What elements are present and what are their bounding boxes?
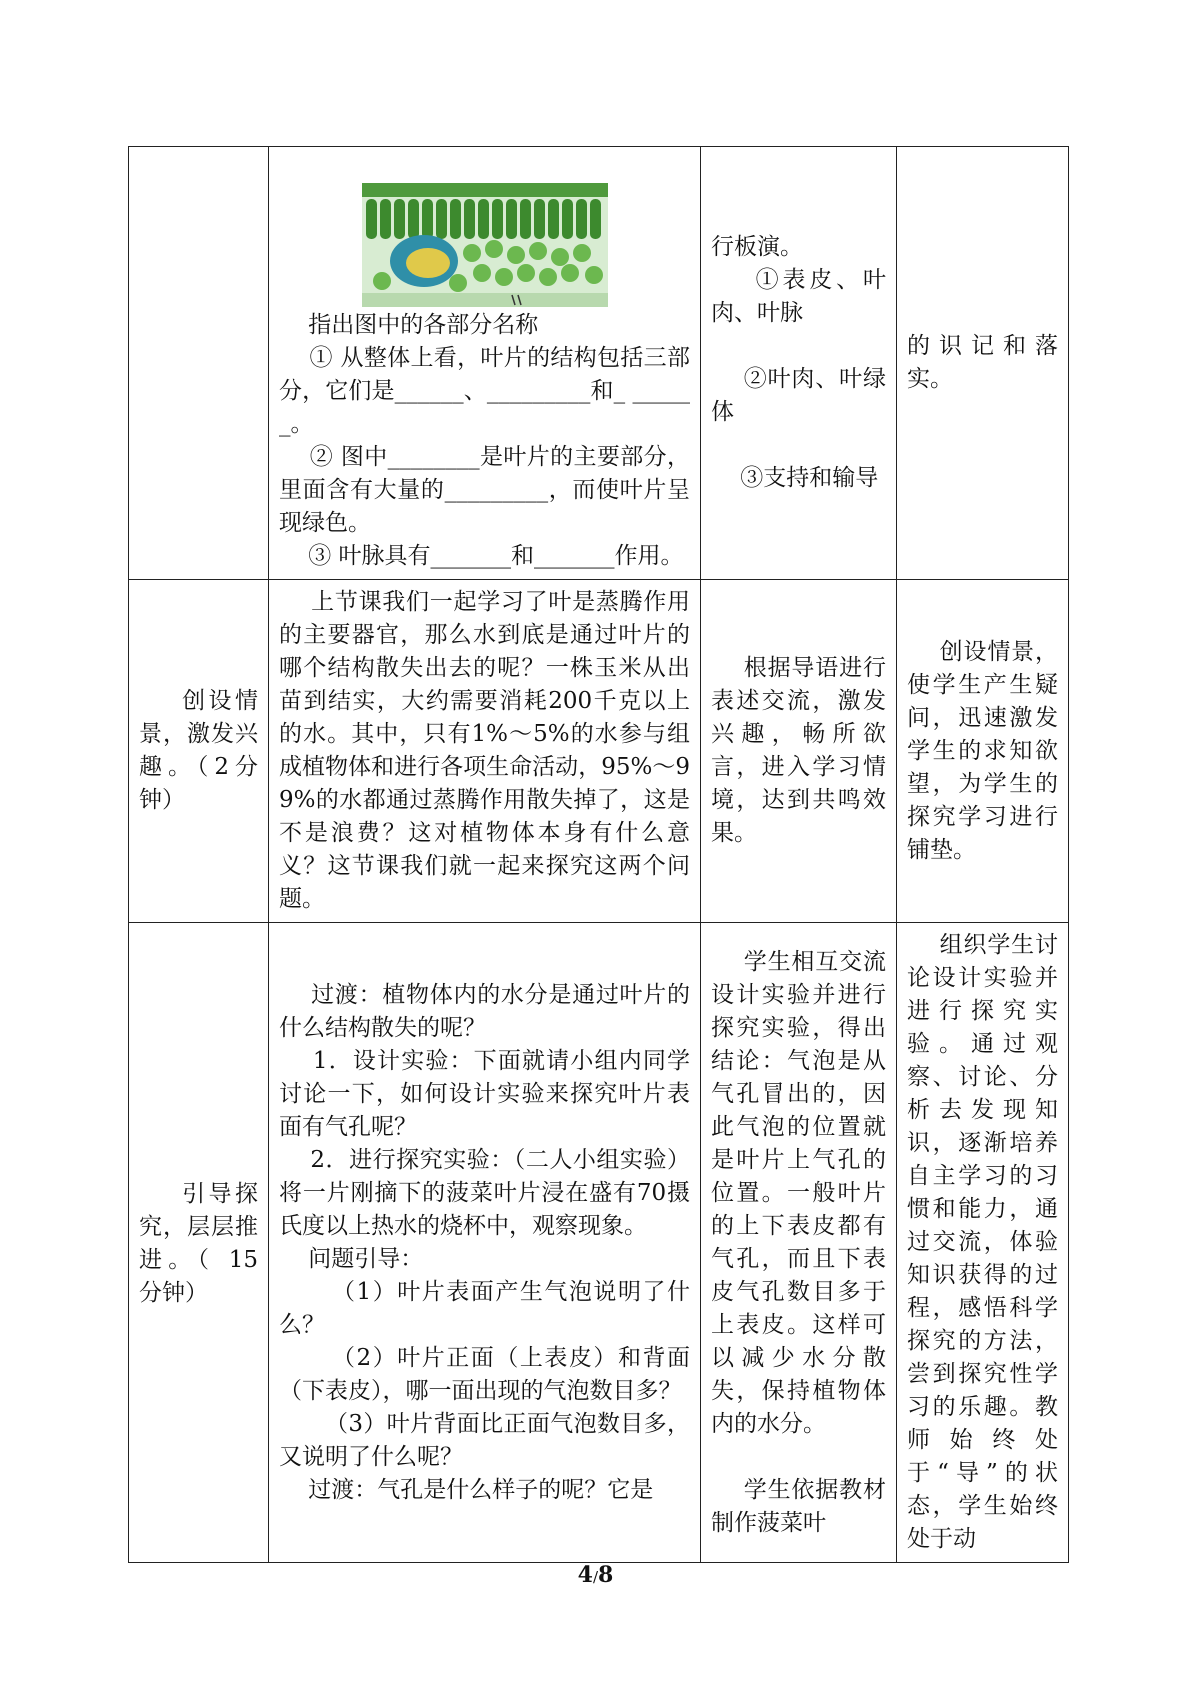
- current-page: 4: [577, 1562, 593, 1588]
- leaf-cross-section-image: [362, 183, 608, 307]
- stage-cell: [129, 147, 269, 580]
- table-row: [129, 580, 1069, 923]
- stage-cell: 创设情景，激发兴趣。（2分钟）: [129, 580, 269, 923]
- teacher-activity-cell: 上节课我们一起学习了叶是蒸腾作用的主要器官，那么水到底是通过叶片的哪个结构散失出去的呢？一株玉米从出苗到结实，大约需要消耗200千克以上的水。其中，只有1%～5%的水参与组成植物体和进行各项生命活动，95%～99%的水都通过蒸腾作用散失掉了，这是不是浪费？这对植物体本身有什么意义？这节课我们就一起来探究这两个问题。: [269, 580, 701, 923]
- lesson-plan-table: [128, 146, 1069, 1563]
- table-row: [129, 923, 1069, 1563]
- table-row: [129, 147, 1069, 580]
- page-separator: /: [592, 1568, 599, 1586]
- stage-cell: 引导探究，层层推进。（ 15 分钟）: [129, 923, 269, 1563]
- teacher-activity-cell: 过渡：植物体内的水分是通过叶片的什么结构散失的呢？ 1．设计实验：下面就请小组内同学讨论一下，如何设计实验来探究叶片表面有气孔呢？ 2．进行探究实验：（二人小组实验）将一片刚摘下的菠菜叶片浸在盛有70摄氏度以上热水的烧杯中，观察现象。 问题引导： （1）叶片表面产生气泡说明了什么？ （2）叶片正面（上表皮）和背面（下表皮），哪一面出现的气泡数目多？ （3）叶片背面比正面气泡数目多，又说明了什么呢？ 过渡：气孔是什么样子的呢？它是: [269, 923, 701, 1563]
- student-activity-cell: 学生相互交流设计实验并进行探究实验，得出结论：气泡是从气孔冒出的，因此气泡的位置就是叶片上气孔的位置。一般叶片的上下表皮都有气孔，而且下表皮气孔数目多于上表皮。这样可以减少水分散失，保持植物体内的水分。 学生依据教材制作菠菜叶: [701, 923, 897, 1563]
- design-intent-cell: 组织学生讨论设计实验并进行探究实验。通过观察、讨论、分析去发现知识，逐渐培养自主学习的习惯和能力，通过交流，体验知识获得的过程，感悟科学探究的方法，尝到探究性学习的乐趣。教师始终处于“导”的状态，学生始终处于动: [897, 923, 1069, 1563]
- design-intent-cell: 创设情景，使学生产生疑问，迅速激发学生的求知欲望，为学生的探究学习进行铺垫。: [897, 580, 1069, 923]
- design-intent-cell: 的识记和落实。: [897, 147, 1069, 580]
- teacher-activity-cell: [269, 147, 701, 580]
- student-activity-cell: 根据导语进行表述交流，激发兴趣，畅所欲言，进入学习情境，达到共鸣效果。: [701, 580, 897, 923]
- total-pages: 8: [598, 1562, 614, 1588]
- fill-in-questions: 指出图中的各部分名称 ① 从整体上看，叶片的结构包括三部分，它们是______、_________和_ ______。 ② 图中________是叶片的主要部分，里面含有大量的_________，而使叶片呈现绿色。 ③ 叶脉具有_______和_______作用。: [279, 312, 691, 569]
- page-number: [0, 1562, 1191, 1588]
- student-activity-cell: 行板演。 ①表皮、叶肉、叶脉 ②叶肉、叶绿体 ③支持和输导: [701, 147, 897, 580]
